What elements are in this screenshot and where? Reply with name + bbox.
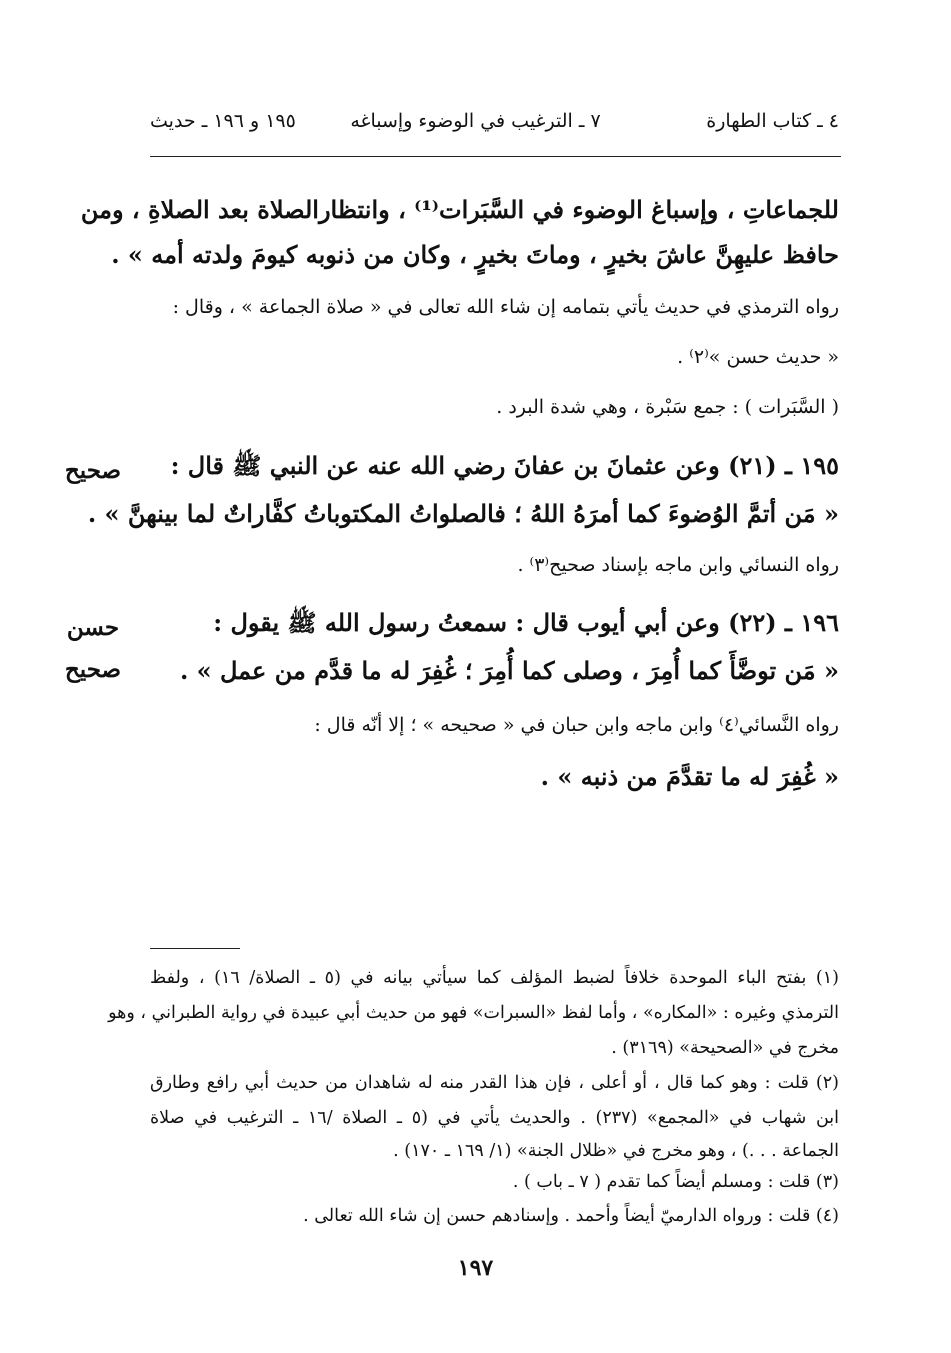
grade-196-hasan: حسن: [66, 614, 120, 641]
header-rule: [150, 156, 841, 157]
hadith-196-source: رواه النَّسائي⁽٤⁾ وابن ماجه وابن حبان في « صحيحه » ؛ إلا أنّه قال :: [314, 714, 839, 736]
footnote-4: (٤) قلت : ورواه الدارميّ أيضاً وأحمد . وإسنادهم حسن إن شاء الله تعالى .: [303, 1206, 839, 1226]
footnote-1-line-3: مخرج في «الصحيحة» (٣١٦٩) .: [611, 1038, 839, 1058]
hadith-195-text: « مَن أتمَّ الوُضوءَ كما أمرَهُ اللهُ ؛ فالصلواتُ المكتوباتُ كفَّاراتٌ لما بينهنَّ » .: [87, 499, 839, 528]
hadith-195-intro: ١٩٥ ـ (٢١) وعن عثمانَ بن عفانَ رضي الله عنه عن النبي ﷺ قال :: [170, 451, 839, 480]
running-header-book: ٤ ـ كتاب الطهارة: [706, 110, 839, 132]
text-line-3: رواه الترمذي في حديث يأتي بتمامه إن شاء الله تعالى في « صلاة الجماعة » ، وقال :: [172, 296, 839, 318]
footnote-2-line-2: ابن شهاب في «المجمع» (٢٣٧) . والحديث يأتي في (٥ ـ الصلاة /١٦ ـ الترغيب في صلاة: [150, 1108, 840, 1128]
grade-195: صحيح: [64, 457, 122, 484]
text-line-4: « حديث حسن »⁽٢⁾ .: [677, 346, 839, 368]
footnote-3: (٣) قلت : ومسلم أيضاً كما تقدم ( ٧ ـ باب ) .: [512, 1172, 839, 1192]
page-number: ١٩٧: [457, 1255, 494, 1281]
grade-196-sahih: صحيح: [64, 656, 122, 683]
running-header-chapter: ٧ ـ الترغيب في الوضوء وإسباغه: [350, 110, 601, 132]
footnote-1-line-2: الترمذي وغيره : «المكاره» ، وأما لفظ «السبرات» فهو من حديث أبي عبيدة في رواية الطبراني ، وهو: [108, 1003, 839, 1023]
gloss-line: ( السَّبَرات ) : جمع سَبْرة ، وهي شدة البرد .: [496, 396, 839, 418]
hadith-195-source: رواه النسائي وابن ماجه بإسناد صحيح⁽٣⁾ .: [517, 554, 839, 576]
hadith-196-text: « مَن توضَّأَ كما أُمِرَ ، وصلى كما أُمِرَ ؛ غُفِرَ له ما قدَّم من عمل » .: [179, 656, 839, 685]
footnote-1-line-1: (١) بفتح الباء الموحدة خلافاً لضبط المؤلف كما سيأتي بيانه في (٥ ـ الصلاة/ ١٦) ، ولفظ: [150, 968, 839, 988]
text-line-1: للجماعاتِ ، وإسباغ الوضوء في السَّبَرات⁽¹⁾ ، وانتظارالصلاة بعد الصلاةِ ، ومن: [80, 195, 839, 224]
text-line-2: حافظ عليهِنَّ عاشَ بخيرٍ ، وماتَ بخيرٍ ، وكان من ذنوبه كيومَ ولدته أمه » .: [111, 240, 839, 269]
footnote-2-line-1: (٢) قلت : وهو كما قال ، أو أعلى ، فإن هذا القدر منه له شاهدان من حديث أبي رافع وطارق: [150, 1073, 839, 1093]
running-header-hadith-range: ١٩٥ و ١٩٦ ـ حديث: [150, 110, 296, 132]
hadith-196-intro: ١٩٦ ـ (٢٢) وعن أبي أيوب قال : سمعتُ رسول الله ﷺ يقول :: [213, 608, 839, 637]
hadith-196-variant: « غُفِرَ له ما تقدَّمَ من ذنبه » .: [540, 762, 839, 791]
footnote-rule: [150, 948, 240, 949]
footnote-2-line-3: الجماعة . . .) ، وهو مخرج في «ظلال الجنة» (١/ ١٦٩ ـ ١٧٠) .: [393, 1141, 839, 1161]
